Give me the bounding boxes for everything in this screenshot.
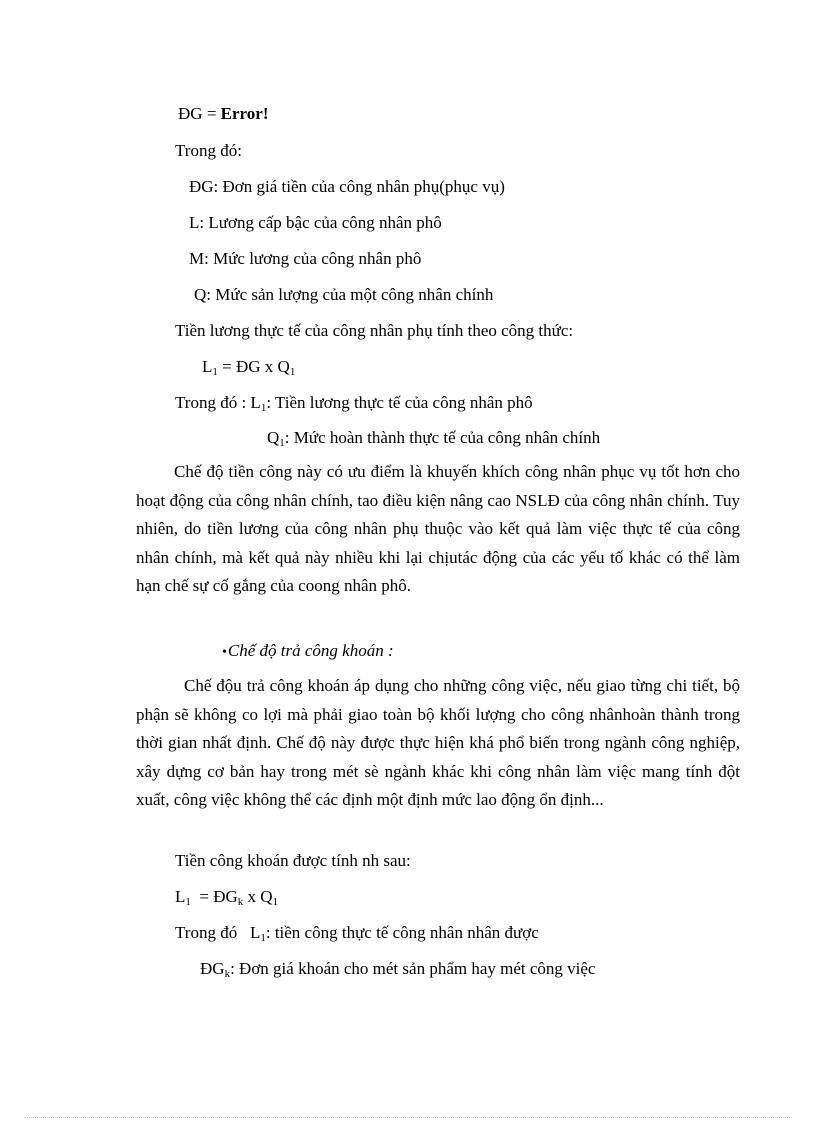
actual-pay-intro: Tiền lương thực tế của công nhân phụ tính theo công thức: xyxy=(175,321,574,340)
formula-piece-mid: = ĐG xyxy=(190,887,238,906)
formula-l1-qsub: 1 xyxy=(289,366,296,378)
formula-dg-lhs: ĐG xyxy=(178,104,203,123)
formula-piece-lsub: 1 xyxy=(185,896,191,908)
formula-l1-lsub: 1 xyxy=(212,366,218,378)
where-piece-prefix: Trong đó L xyxy=(175,923,261,942)
where-dgk-dg: ĐG xyxy=(200,959,225,978)
formula-dg xyxy=(178,104,269,124)
def-q: Q: Mức sản lượng của một công nhân chính xyxy=(194,285,494,304)
where-l1-text: : Tiền lương thực tế của công nhân phô xyxy=(266,393,533,412)
page-bottom-rule xyxy=(24,1117,792,1118)
where-label-1: Trong đó: xyxy=(175,141,242,160)
where-l1 xyxy=(175,393,533,413)
where-piece-lsub: 1 xyxy=(260,932,266,944)
bullet-icon: • xyxy=(222,645,227,660)
formula-l1-mid: = ĐG x Q xyxy=(217,357,290,376)
formula-l1-l: L xyxy=(202,357,213,376)
formula-piece-ksub: k xyxy=(237,896,244,908)
def-m: M: Mức lương của công nhân phô xyxy=(189,249,422,268)
formula-dg-eq: = xyxy=(202,104,221,123)
where-l1-prefix: Trong đó : L xyxy=(175,393,261,412)
where-dgk-sub: k xyxy=(224,968,231,980)
formula-dg-error: Error! xyxy=(220,104,269,123)
where-q1-sub: 1 xyxy=(279,437,285,449)
piece-intro: Tiền công khoán được tính nh sau: xyxy=(175,851,411,870)
formula-piece xyxy=(175,887,278,907)
where-piece-text: : tiền công thực tế công nhân nhân được xyxy=(265,923,539,942)
def-dg: ĐG: Đơn giá tiền của công nhân phụ(phục vụ) xyxy=(189,177,505,196)
bullet-heading-text: Chế độ trả công khoán : xyxy=(227,641,394,660)
bullet-piece-rate xyxy=(222,641,394,663)
formula-piece-l: L xyxy=(175,887,186,906)
formula-piece-qsub: 1 xyxy=(272,896,279,908)
where-q1-q: Q xyxy=(267,428,280,447)
where-dgk-text: : Đơn giá khoán cho mét sản phẩm hay mét công việc xyxy=(230,959,596,978)
where-l1-sub: 1 xyxy=(260,402,267,414)
paragraph-advantages: Chế độ tiền công này có ưu điểm là khuyến khích công nhân phục vụ tốt hơn cho hoạt động của công nhân chính, tao điều kiện nâng cao NSLĐ của công nhân chính. Tuy nhiên, do tiền lương của công nhân phụ thuộc vào kết quả làm việc thực tế của công nhân chính, mà kết quả này nhiều khi lại chịutác động của các yếu tố khác có thể làm hạn chế sự cố gắng của coong nhân phô. xyxy=(136,462,740,595)
paragraph-piece-rate: Chế độu trả công khoán áp dụng cho những công việc, nếu giao từng chi tiết, bộ phận sẽ không co lợi mà phải giao toàn bộ khối lượng cho công nhânhoàn thành trong thời gian nhất định. Chế độ này được thực hiện khá phổ biến trong ngành công nghiệp, xây dựng cơ bản hay trong mét sè ngành khác khi công nhân làm việc mang tính đột xuất, công việc không thể các định một định mức lao động ổn định... xyxy=(136,676,740,809)
where-q1 xyxy=(267,428,600,448)
where-q1-text: : Mức hoàn thành thực tế của công nhân chính xyxy=(284,428,601,447)
def-l: L: Lương cấp bậc của công nhân phô xyxy=(189,213,442,232)
formula-piece-x: x Q xyxy=(243,887,273,906)
where-piece-l1 xyxy=(175,923,539,943)
where-piece-dgk xyxy=(200,959,595,979)
formula-l1 xyxy=(202,357,295,377)
